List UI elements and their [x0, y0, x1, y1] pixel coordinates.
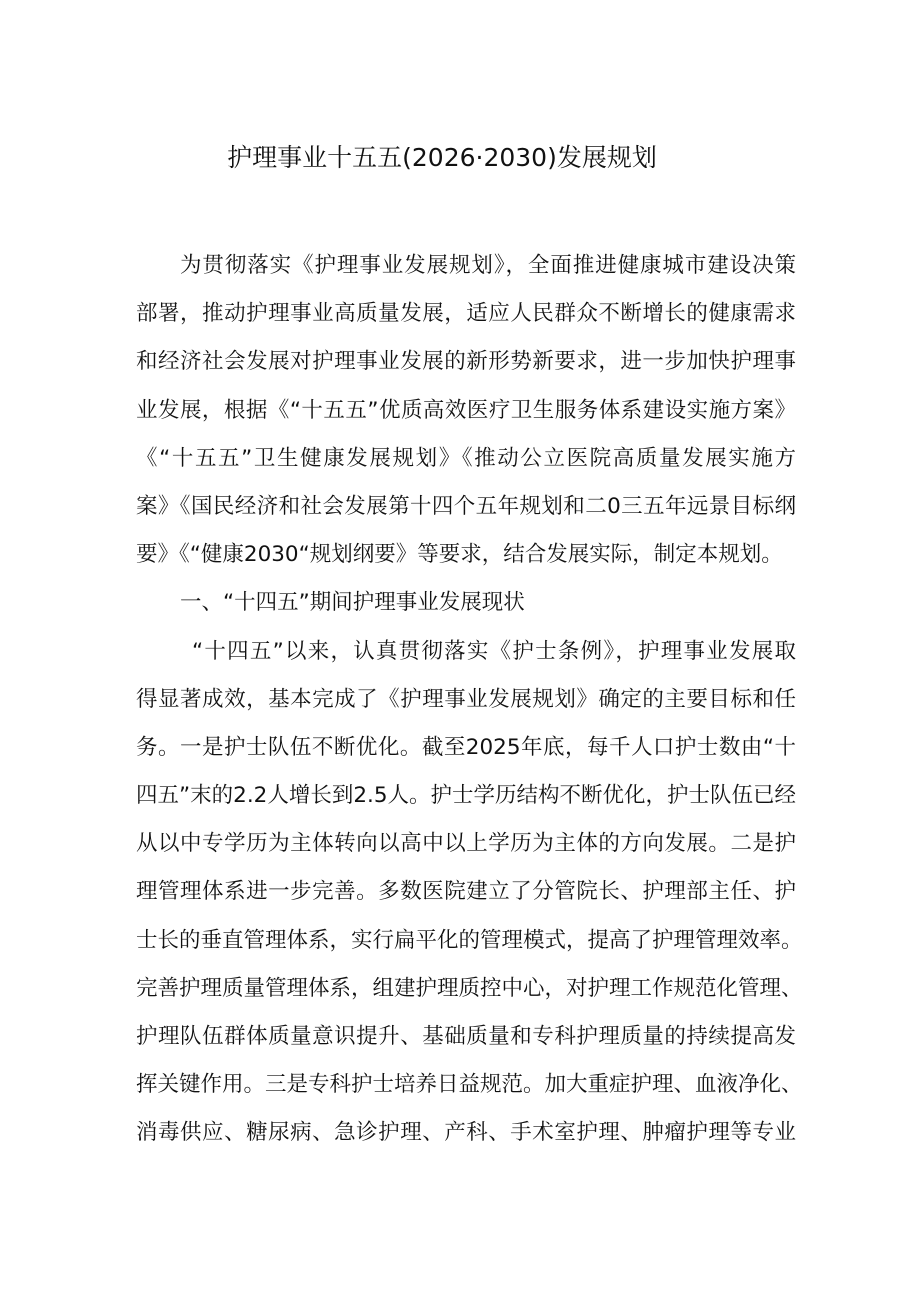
paragraph-line: 《“十五五”卫生健康发展规划》《推动公立医院高质量发展实施方 — [136, 445, 796, 471]
paragraph-line: 理管理体系进一步完善。多数医院建立了分管院长、护理部主任、护 — [136, 879, 796, 905]
paragraph-line: 消毒供应、糖尿病、急诊护理、产科、手术室护理、肿瘤护理等专业 — [136, 1120, 796, 1146]
paragraph-line: 完善护理质量管理体系，组建护理质控中心，对护理工作规范化管理、 — [136, 975, 803, 1001]
paragraph-line: 和经济社会发展对护理事业发展的新形势新要求，进一步加快护理事 — [136, 349, 796, 375]
paragraph-line: 业发展，根据《“十五五”优质高效医疗卫生服务体系建设实施方案》 — [136, 397, 796, 423]
paragraph-line: 挥关键作用。三是专科护士培养日益规范。加大重症护理、血液净化、 — [136, 1072, 803, 1098]
paragraph-line: 为贯彻落实《护理事业发展规划》，全面推进健康城市建设决策 — [180, 253, 796, 278]
paragraph-line: 要》《“健康2030“规划纲要》等要求，结合发展实际，制定本规划。 — [136, 542, 783, 568]
paragraph-line: 从以中专学历为主体转向以高中以上学历为主体的方向发展。二是护 — [136, 831, 796, 857]
paragraph-line: 务。一是护士队伍不断优化。截至2025年底，每千人口护士数由“十 — [136, 734, 796, 760]
section-heading: 一、“十四五”期间护理事业发展现状 — [180, 590, 525, 616]
document-body — [136, 246, 803, 1162]
paragraph-line: 得显著成效，基本完成了《护理事业发展规划》确定的主要目标和任 — [136, 686, 796, 712]
paragraph-line: 士长的垂直管理体系，实行扁平化的管理模式，提高了护理管理效率。 — [136, 927, 803, 953]
paragraph-line: 护理队伍群体质量意识提升、基础质量和专科护理质量的持续提高发 — [136, 1024, 796, 1049]
paragraph-line: 四五”末的2.2人增长到2.5人。护士学历结构不断优化，护士队伍已经 — [136, 783, 797, 809]
document-title: 护理事业十五五(2026·2030)发展规划 — [227, 143, 657, 172]
paragraph-line: “十四五”以来，认真贯彻落实《护士条例》，护理事业发展取 — [192, 638, 796, 664]
paragraph-line: 部署，推动护理事业高质量发展，适应人民群众不断增长的健康需求 — [136, 301, 796, 327]
paragraph-line: 案》《国民经济和社会发展第十四个五年规划和二0三五年远景目标纲 — [136, 493, 796, 519]
